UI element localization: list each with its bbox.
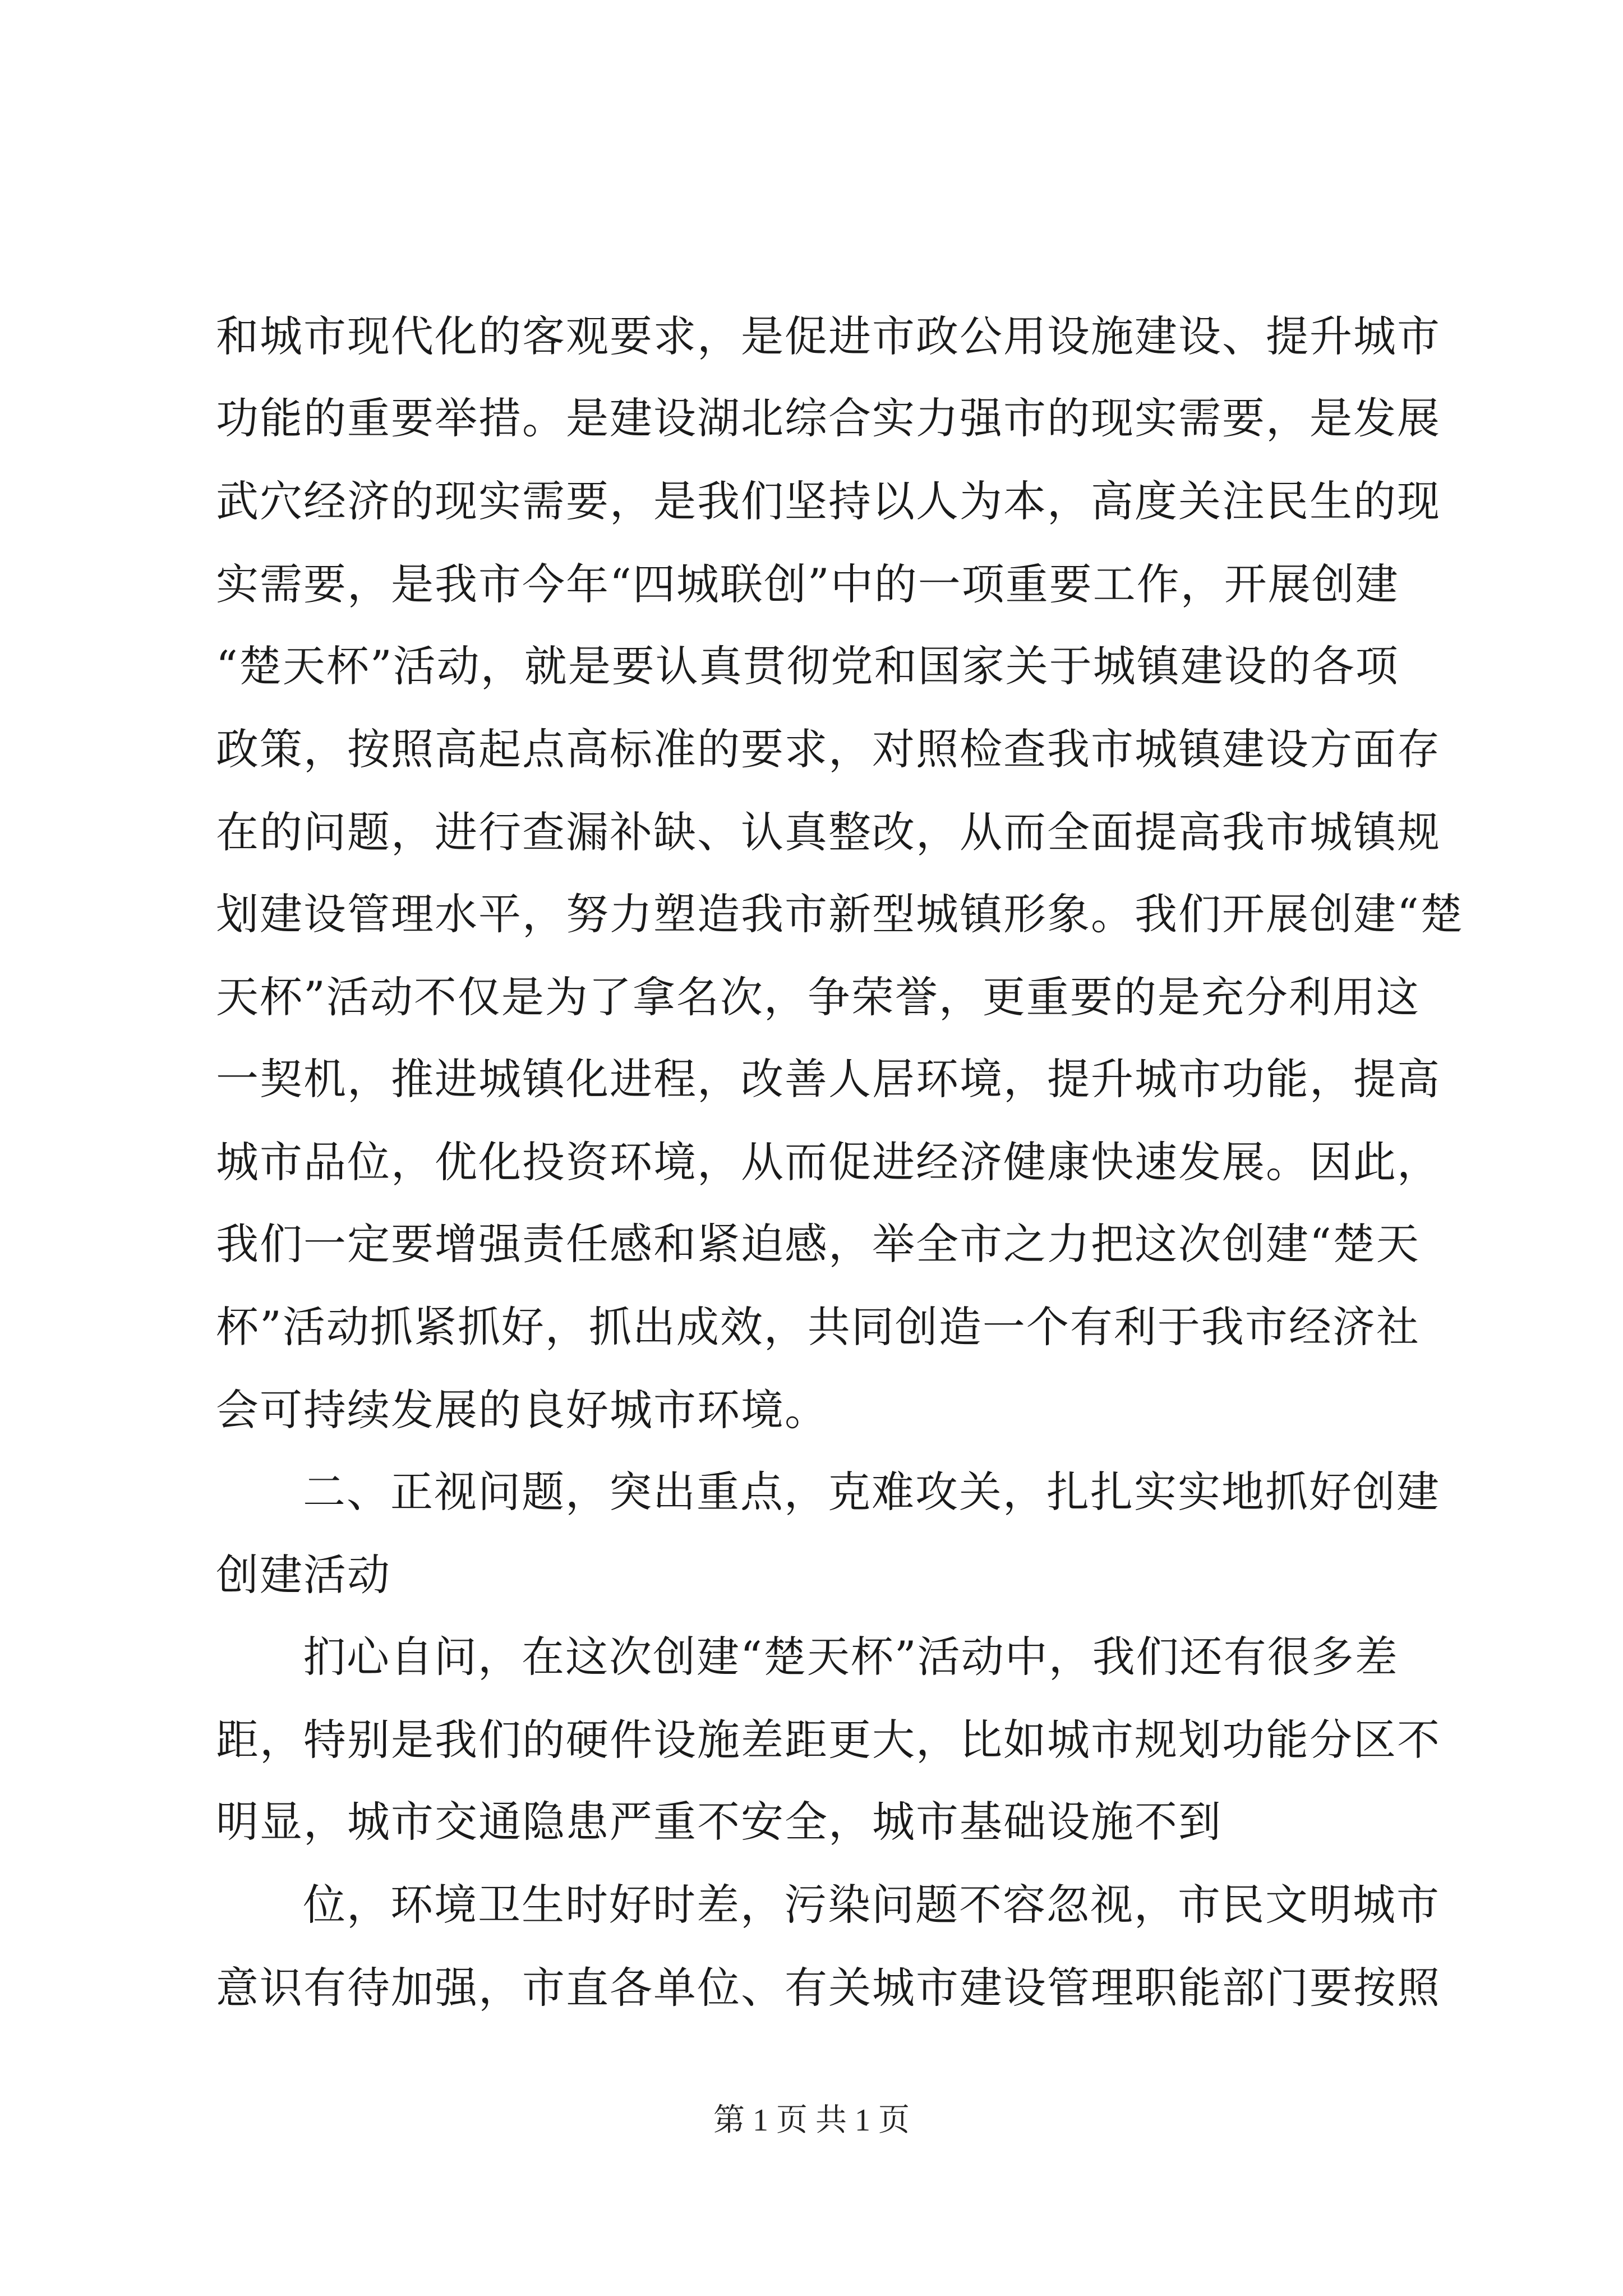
text-line: 明显，城市交通隐患严重不安全，城市基础设施不到 [216,1797,1222,1847]
text-line: 政策，按照高起点高标准的要求，对照检查我市城镇建设方面存 [216,724,1441,774]
text-line: 我们一定要增强责任感和紧迫感，举全市之力把这次创建“楚天 [216,1219,1420,1269]
text-line: 武穴经济的现实需要，是我们坚持以人为本，高度关注民生的现 [216,476,1441,526]
page-footer: 第 1 页 共 1 页 [713,2103,910,2138]
text-line: 一契机，推进城镇化进程，改善人居环境，提升城市功能，提高 [216,1054,1441,1104]
text-line: 和城市现代化的客观要求，是促进市政公用设施建设、提升城市 [216,311,1441,361]
text-line: 会可持续发展的良好城市环境。 [216,1385,828,1435]
text-line: 实需要，是我市今年“四城联创”中的一项重要工作，开展创建 [216,559,1399,609]
text-line: “楚天杯”活动，就是要认真贯彻党和国家关于城镇建设的各项 [216,641,1399,691]
text-line: 功能的重要举措。是建设湖北综合实力强市的现实需要，是发展 [216,393,1441,443]
text-line: 划建设管理水平，努力塑造我市新型城镇形象。我们开展创建“楚 [216,889,1464,939]
text-line: 距，特别是我们的硬件设施差距更大，比如城市规划功能分区不 [216,1715,1441,1765]
paragraph-first-line: 位，环境卫生时好时差，污染问题不容忽视，市民文明城市 [303,1880,1440,1930]
text-line: 在的问题，进行查漏补缺、认真整改，从而全面提高我市城镇规 [216,807,1441,857]
text-line: 意识有待加强，市直各单位、有关城市建设管理职能部门要按照 [216,1963,1441,2013]
text-line: 城市品位，优化投资环境，从而促进经济健康快速发展。因此， [216,1137,1441,1187]
section-heading-continued: 创建活动 [216,1550,391,1600]
section-heading: 二、正视问题，突出重点，克难攻关，扎扎实实地抓好创建 [303,1467,1440,1517]
text-line: 杯”活动抓紧抓好，抓出成效，共同创造一个有利于我市经济社 [216,1302,1420,1352]
text-line: 天杯”活动不仅是为了拿名次，争荣誉，更重要的是充分利用这 [216,972,1420,1022]
paragraph-first-line: 扪心自问，在这次创建“楚天杯”活动中，我们还有很多差 [303,1632,1399,1682]
